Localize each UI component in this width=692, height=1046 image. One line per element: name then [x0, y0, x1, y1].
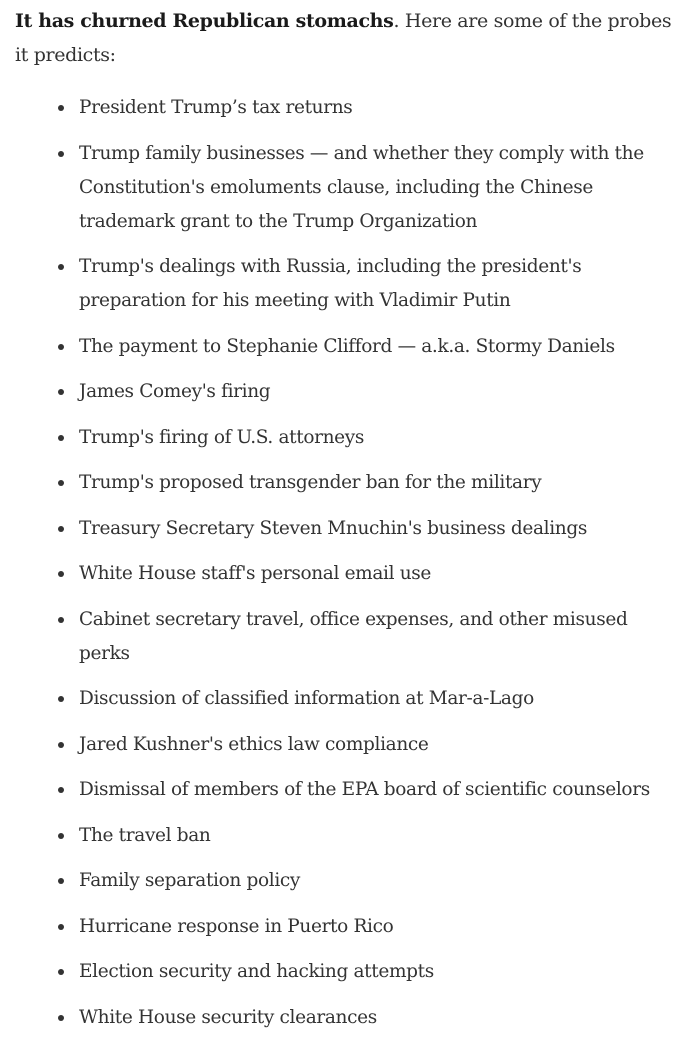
probe-item: [15, 682, 680, 716]
probe-item: [15, 512, 680, 546]
probe-item: [15, 1001, 680, 1035]
intro-paragraph: [15, 0, 680, 72]
probe-item: [15, 137, 680, 239]
bullet-icon: [58, 1015, 64, 1021]
probe-item: [15, 557, 680, 591]
bullet-icon: [58, 742, 64, 748]
bullet-icon: [58, 787, 64, 793]
probe-text: The payment to Stephanie Clifford — a.k.a. Stormy Daniels: [79, 335, 615, 357]
probe-item: [15, 864, 680, 898]
probe-text: Trump's proposed transgender ban for the military: [79, 472, 542, 493]
probe-item: [15, 955, 680, 989]
probe-text: Family separation policy: [79, 870, 301, 891]
probe-text: The travel ban: [79, 824, 211, 846]
bullet-icon: [58, 526, 64, 532]
probe-item: [15, 330, 680, 364]
probe-text: Discussion of classified information at Mar-a-Lago: [79, 688, 534, 709]
probe-item: [15, 728, 680, 762]
probe-item: [15, 375, 680, 409]
probe-text: Dismissal of members of the EPA board of scientific counselors: [79, 779, 650, 800]
bullet-icon: [58, 878, 64, 884]
probe-list: [15, 91, 680, 1046]
intro-rest-text: . Here are some of the probes it predicts:: [15, 10, 672, 66]
article-body: [15, 0, 680, 1028]
bullet-icon: [58, 264, 64, 270]
probe-text: Trump's firing of U.S. attorneys: [79, 426, 365, 448]
bullet-icon: [58, 969, 64, 975]
bullet-icon: [58, 696, 64, 702]
probe-item: [15, 250, 680, 318]
probe-text: Election security and hacking attempts: [79, 961, 434, 982]
probe-text: Hurricane response in Puerto Rico: [79, 915, 394, 937]
probe-item: [15, 603, 680, 671]
probe-text: Cabinet secretary travel, office expenses, and other misused perks: [79, 608, 628, 664]
bullet-icon: [58, 480, 64, 486]
probe-item: [15, 421, 680, 455]
bullet-icon: [58, 833, 64, 839]
probe-item: [15, 910, 680, 944]
probe-item: [15, 466, 680, 500]
probe-text: White House staff's personal email use: [79, 563, 432, 584]
bullet-icon: [58, 617, 64, 623]
bullet-icon: [58, 105, 64, 111]
probe-item: [15, 91, 680, 125]
bullet-icon: [58, 389, 64, 395]
probe-text: Trump family businesses — and whether they comply with the Constitution's emoluments clause, including the Chinese trademark grant to the Trump Organization: [79, 142, 644, 232]
bullet-icon: [58, 344, 64, 350]
probe-text: Trump's dealings with Russia, including the president's preparation for his meeting with Vladimir Putin: [79, 256, 582, 311]
bullet-icon: [58, 924, 64, 930]
probe-text: President Trump’s tax returns: [79, 97, 353, 118]
bullet-icon: [58, 151, 64, 157]
probe-text: James Comey's firing: [79, 381, 271, 402]
probe-text: White House security clearances: [79, 1006, 377, 1028]
probe-text: Treasury Secretary Steven Mnuchin's business dealings: [79, 517, 588, 539]
probe-item: [15, 773, 680, 807]
probe-item: [15, 819, 680, 853]
bullet-icon: [58, 435, 64, 441]
bullet-icon: [58, 571, 64, 577]
probe-text: Jared Kushner's ethics law compliance: [79, 733, 429, 755]
intro-lead-bold: It has churned Republican stomachs: [15, 10, 394, 32]
